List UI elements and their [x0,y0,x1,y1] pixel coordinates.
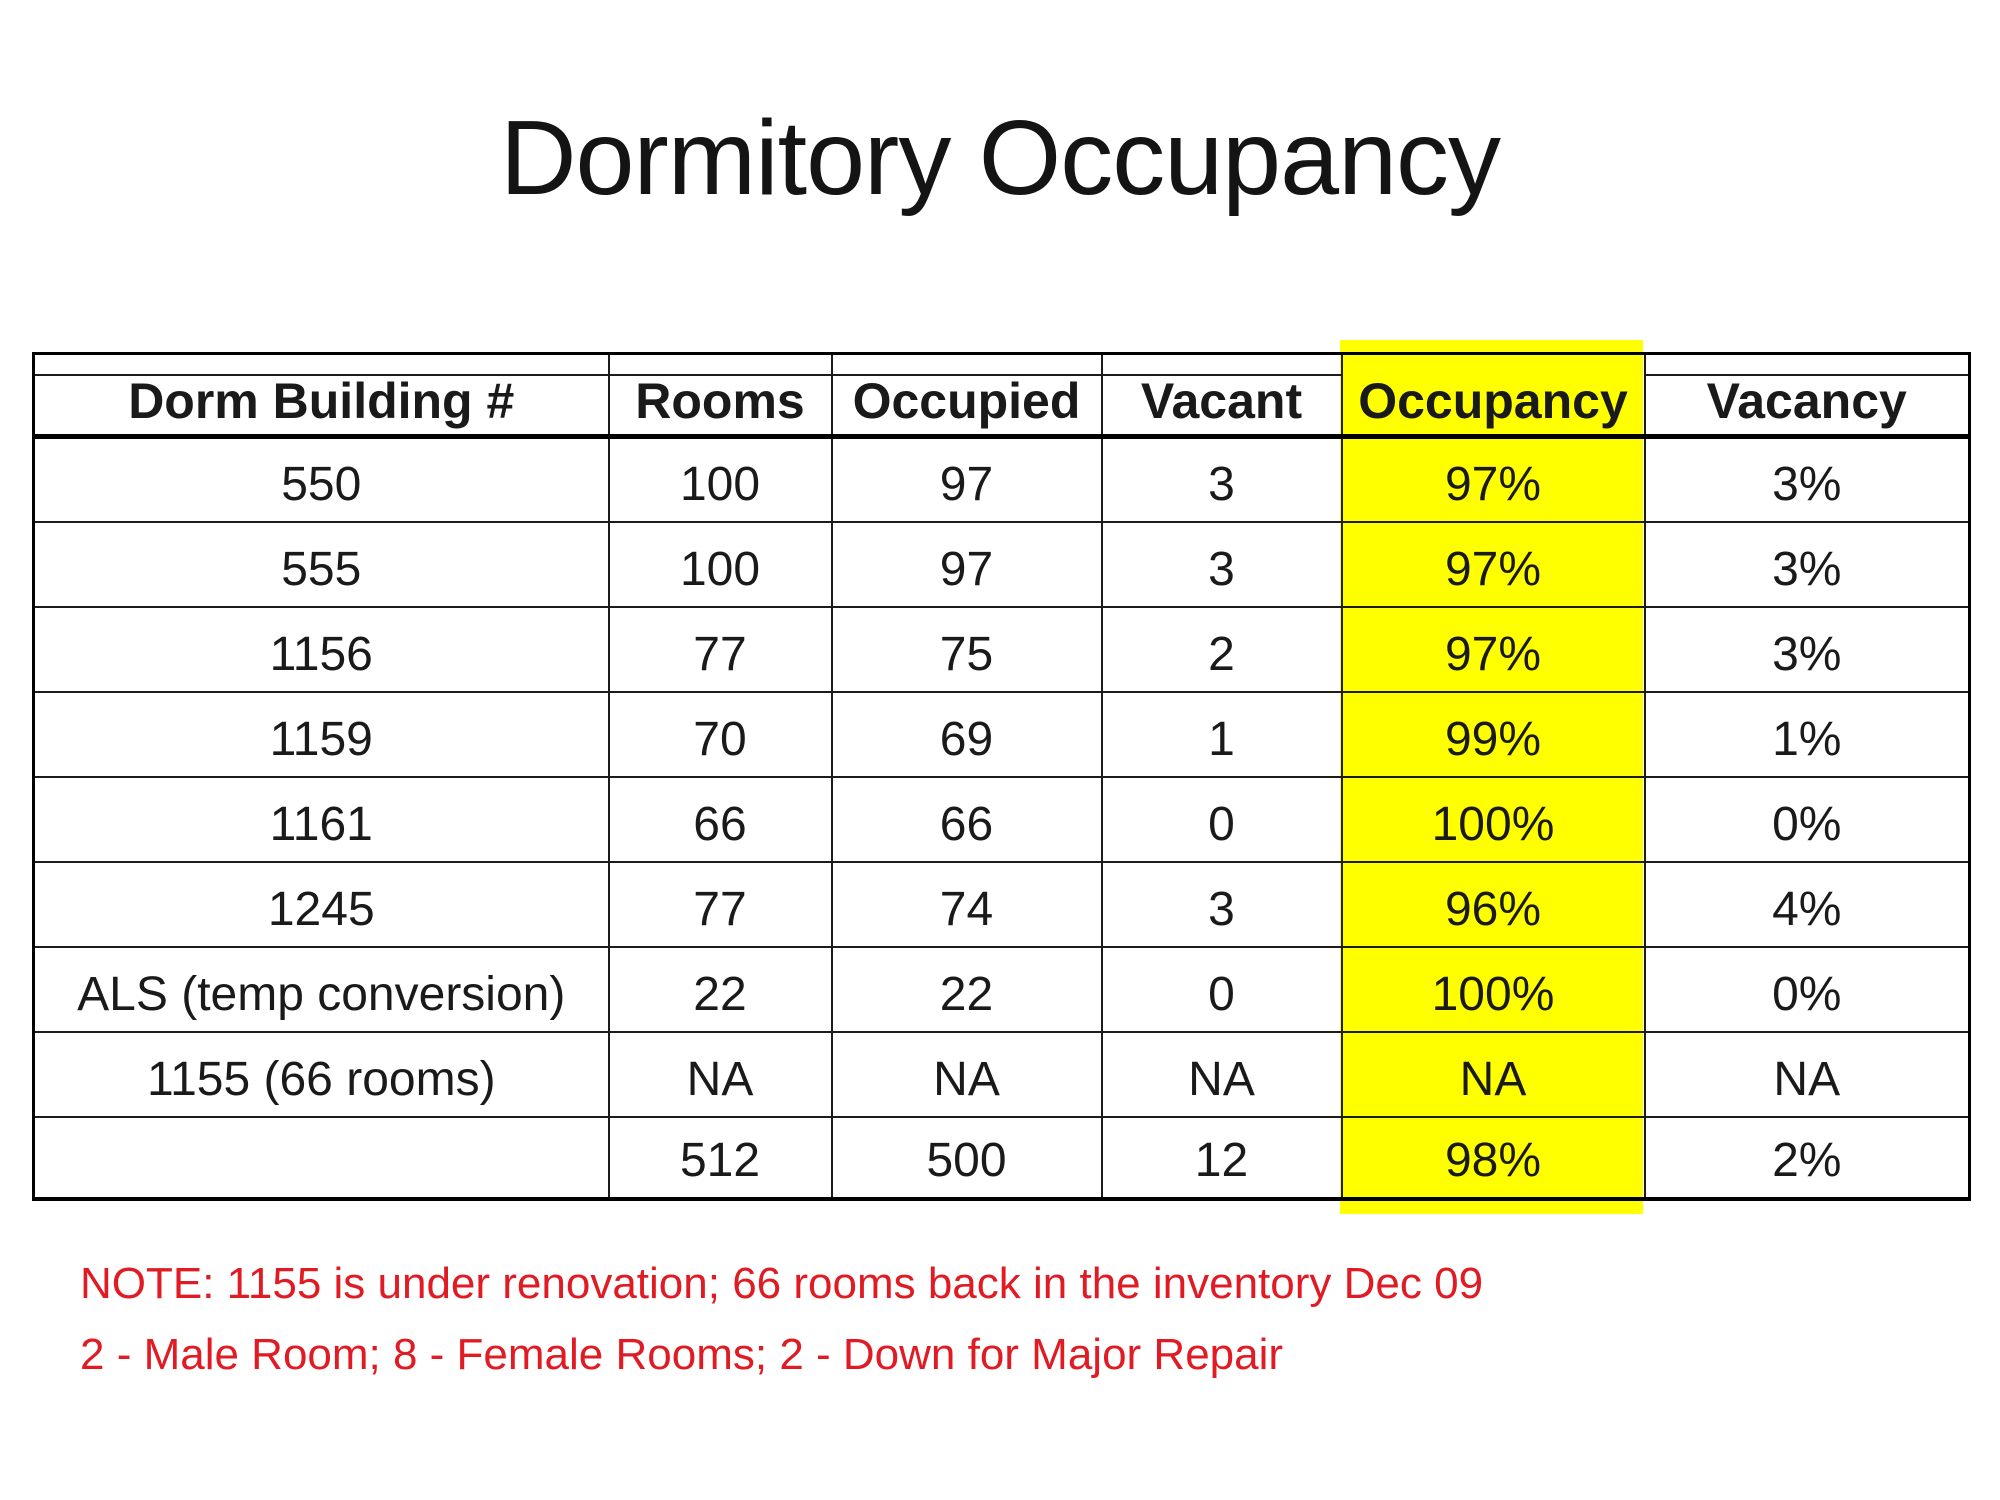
cell-vacancy: 4% [1645,862,1970,947]
footnote-line-1: NOTE: 1155 is under renovation; 66 rooms back in the inventory Dec 09 [80,1259,1484,1308]
table-row-1159 [34,692,1970,777]
table-row-1245 [34,862,1970,947]
cell-occupancy: 96% [1342,862,1645,947]
cell-occupied: 74 [832,862,1102,947]
cell-rooms: 77 [609,607,832,692]
cell-building: 550 [34,437,609,522]
cell-vacancy: 0% [1645,947,1970,1032]
cell-occupancy: 99% [1342,692,1645,777]
cell-vacancy: 3% [1645,522,1970,607]
cell-building: ALS (temp conversion) [34,947,609,1032]
col-header-rooms: Rooms [609,375,832,437]
cell-rooms: 70 [609,692,832,777]
cell-vacant: 2 [1102,607,1342,692]
dormitory-occupancy-table [32,352,1971,1201]
table-row-1161 [34,777,1970,862]
cell-vacancy: 1% [1645,692,1970,777]
cell-vacancy: NA [1645,1032,1970,1117]
cell-vacancy: 0% [1645,777,1970,862]
spacer-cell [1342,354,1645,375]
cell-occupied: 22 [832,947,1102,1032]
cell-vacant: NA [1102,1032,1342,1117]
cell-building: 1156 [34,607,609,692]
footnote-line-2: 2 - Male Room; 8 - Female Rooms; 2 - Down for Major Repair [80,1330,1284,1380]
cell-vacant: 0 [1102,777,1342,862]
slide-title: Dormitory Occupancy [499,99,1501,217]
cell-occupied: NA [832,1032,1102,1117]
col-header-vacancy: Vacancy [1645,375,1970,437]
cell-vacancy: 3% [1645,607,1970,692]
table-row-555 [34,522,1970,607]
cell-occupancy-total: 98% [1342,1117,1645,1199]
cell-building: 555 [34,522,609,607]
table-row-1155 [34,1032,1970,1117]
cell-rooms: 100 [609,437,832,522]
cell-vacant-total: 12 [1102,1117,1342,1199]
table-spacer-row [34,354,1970,375]
cell-occupancy: 97% [1342,522,1645,607]
cell-occupied: 97 [832,437,1102,522]
cell-occupancy: 100% [1342,947,1645,1032]
spacer-cell [34,354,609,375]
footnotes [80,1248,1483,1391]
cell-occupancy: NA [1342,1032,1645,1117]
cell-rooms-total: 512 [609,1117,832,1199]
cell-rooms: 22 [609,947,832,1032]
table-row-550 [34,437,1970,522]
col-header-vacant: Vacant [1102,375,1342,437]
cell-occupied-total: 500 [832,1117,1102,1199]
spacer-cell [832,354,1102,375]
spacer-cell [1645,354,1970,375]
table-row-1156 [34,607,1970,692]
cell-occupancy: 100% [1342,777,1645,862]
cell-building: 1159 [34,692,609,777]
col-header-occupancy: Occupancy [1342,375,1645,437]
cell-vacancy: 3% [1645,437,1970,522]
table-header-row [34,375,1970,437]
table-row-als [34,947,1970,1032]
spacer-cell [1102,354,1342,375]
cell-vacant: 1 [1102,692,1342,777]
cell-vacant: 3 [1102,862,1342,947]
cell-building [34,1117,609,1199]
cell-occupied: 75 [832,607,1102,692]
col-header-dorm-building: Dorm Building # [34,375,609,437]
cell-occupied: 66 [832,777,1102,862]
table-row-total [34,1117,1970,1199]
cell-vacant: 3 [1102,522,1342,607]
col-header-occupied: Occupied [832,375,1102,437]
cell-occupied: 69 [832,692,1102,777]
cell-vacant: 3 [1102,437,1342,522]
cell-occupied: 97 [832,522,1102,607]
cell-building: 1245 [34,862,609,947]
cell-building: 1155 (66 rooms) [34,1032,609,1117]
cell-vacant: 0 [1102,947,1342,1032]
cell-occupancy: 97% [1342,437,1645,522]
spacer-cell [609,354,832,375]
cell-building: 1161 [34,777,609,862]
cell-vacancy-total: 2% [1645,1117,1970,1199]
cell-rooms: NA [609,1032,832,1117]
cell-occupancy: 97% [1342,607,1645,692]
cell-rooms: 77 [609,862,832,947]
cell-rooms: 100 [609,522,832,607]
cell-rooms: 66 [609,777,832,862]
